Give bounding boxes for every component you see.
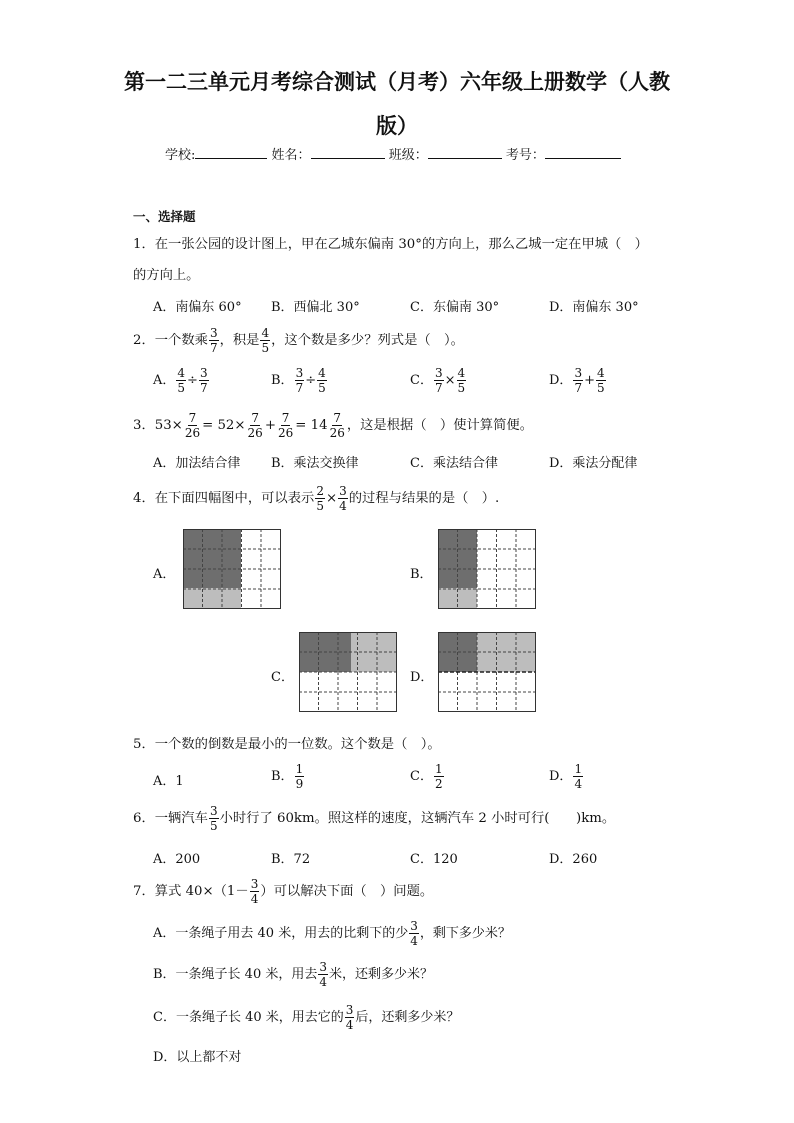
question-7: 7．算式 40×（1－ $\frac{3}{4}$ ）可以解决下面（ ）问题。 [133, 877, 434, 906]
number-label: 考号： [505, 148, 545, 163]
q7-option-a[interactable]: A．一条绳子用去 40 米，用去的比剩下的少 $\frac{3}{4}$ ，剩下多少米？ [153, 919, 511, 948]
q5-option-a[interactable]: A．1 [153, 774, 184, 789]
q1-option-d[interactable]: D．南偏东 30° [549, 300, 639, 315]
student-info-line [165, 144, 621, 163]
q5-option-c[interactable]: C． $\frac{1}{2}$ [410, 762, 443, 791]
question-4: 4．在下面四幅图中，可以表示 $\frac{2}{5}$ × $\frac{3}{4}$ 的过程与结果的是（ ）. [133, 484, 500, 513]
question-2: 2．一个数乘 $\frac{3}{7}$ ，积是 $\frac{4}{5}$ ，这个数是多少？列式是（ ）。 [133, 326, 464, 355]
class-label: 班级： [388, 148, 428, 163]
school-label: 学校: [165, 148, 196, 163]
q3-option-b[interactable]: B．乘法交换律 [271, 456, 359, 471]
section-heading: 一、选择题 [133, 209, 196, 224]
question-3: 3．53× $\frac{7}{26}$ = 52× $\frac{7}{26}$ + $\frac{7}{26}$ = 14 $\frac{7}{26}$ ，这是根据（ ）使计算简便。 [133, 411, 533, 440]
question-1-line1: 1．在一张公园的设计图上，甲在乙城东偏南 30°的方向上，那么乙城一定在甲城（ ） [133, 237, 648, 252]
q6-option-b[interactable]: B．72 [271, 852, 311, 867]
school-field[interactable] [195, 146, 267, 159]
q3-option-d[interactable]: D．乘法分配律 [549, 456, 638, 471]
q4-figure-a [183, 529, 281, 609]
q3-option-c[interactable]: C．乘法结合律 [410, 456, 498, 471]
q4-figure-b [438, 529, 536, 609]
q2-option-c[interactable]: C． $\frac{3}{7}$ × $\frac{4}{5}$ [410, 366, 466, 395]
q7-option-b[interactable]: B．一条绳子长 40 米，用去 $\frac{3}{4}$ 米，还剩多少米？ [153, 960, 434, 989]
page-title-line2: 版） [376, 114, 418, 138]
q1-option-a[interactable]: A．南偏东 60° [153, 300, 242, 315]
q4-option-c[interactable]: C． [271, 670, 294, 685]
number-field[interactable] [545, 146, 621, 159]
fraction: $\frac{3}{7}$ [209, 326, 218, 355]
q4-option-a[interactable]: A． [153, 567, 176, 582]
q2-option-b[interactable]: B． $\frac{3}{7}$ ÷ $\frac{4}{5}$ [271, 366, 326, 395]
q4-option-d[interactable]: D． [410, 670, 434, 685]
question-1-line2: 的方向上。 [133, 268, 200, 283]
q7-option-d[interactable]: D．以上都不对 [153, 1050, 242, 1065]
fraction: $\frac{4}{5}$ [261, 326, 270, 355]
q5-option-b[interactable]: B． $\frac{1}{9}$ [271, 762, 304, 791]
name-field[interactable] [311, 146, 385, 159]
question-6: 6．一辆汽车 $\frac{3}{5}$ 小时行了 60km。照这样的速度，这辆汽车 2 小时可行( )km。 [133, 804, 616, 833]
page-title-line1: 第一二三单元月考综合测试（月考）六年级上册数学（人教 [124, 70, 670, 94]
q4-option-b[interactable]: B． [410, 567, 433, 582]
name-label: 姓名： [271, 148, 311, 163]
class-field[interactable] [428, 146, 502, 159]
q6-option-a[interactable]: A．200 [153, 852, 201, 867]
q2-option-d[interactable]: D． $\frac{3}{7}$ + $\frac{4}{5}$ [549, 366, 605, 395]
q1-option-b[interactable]: B．西偏北 30° [271, 300, 360, 315]
q5-option-d[interactable]: D． $\frac{1}{4}$ [549, 762, 583, 791]
q6-option-c[interactable]: C．120 [410, 852, 458, 867]
q2-option-a[interactable]: A． $\frac{4}{5}$ ÷ $\frac{3}{7}$ [153, 366, 208, 395]
question-5: 5．一个数的倒数是最小的一位数。这个数是（ ）。 [133, 737, 441, 752]
q7-option-c[interactable]: C．一条绳子长 40 米，用去它的 $\frac{3}{4}$ 后，还剩多少米？ [153, 1003, 460, 1032]
q1-option-c[interactable]: C．东偏南 30° [410, 300, 500, 315]
q6-option-d[interactable]: D．260 [549, 852, 598, 867]
q4-figure-c [299, 632, 397, 712]
q3-option-a[interactable]: A．加法结合律 [153, 456, 241, 471]
q4-figure-d [438, 632, 536, 712]
